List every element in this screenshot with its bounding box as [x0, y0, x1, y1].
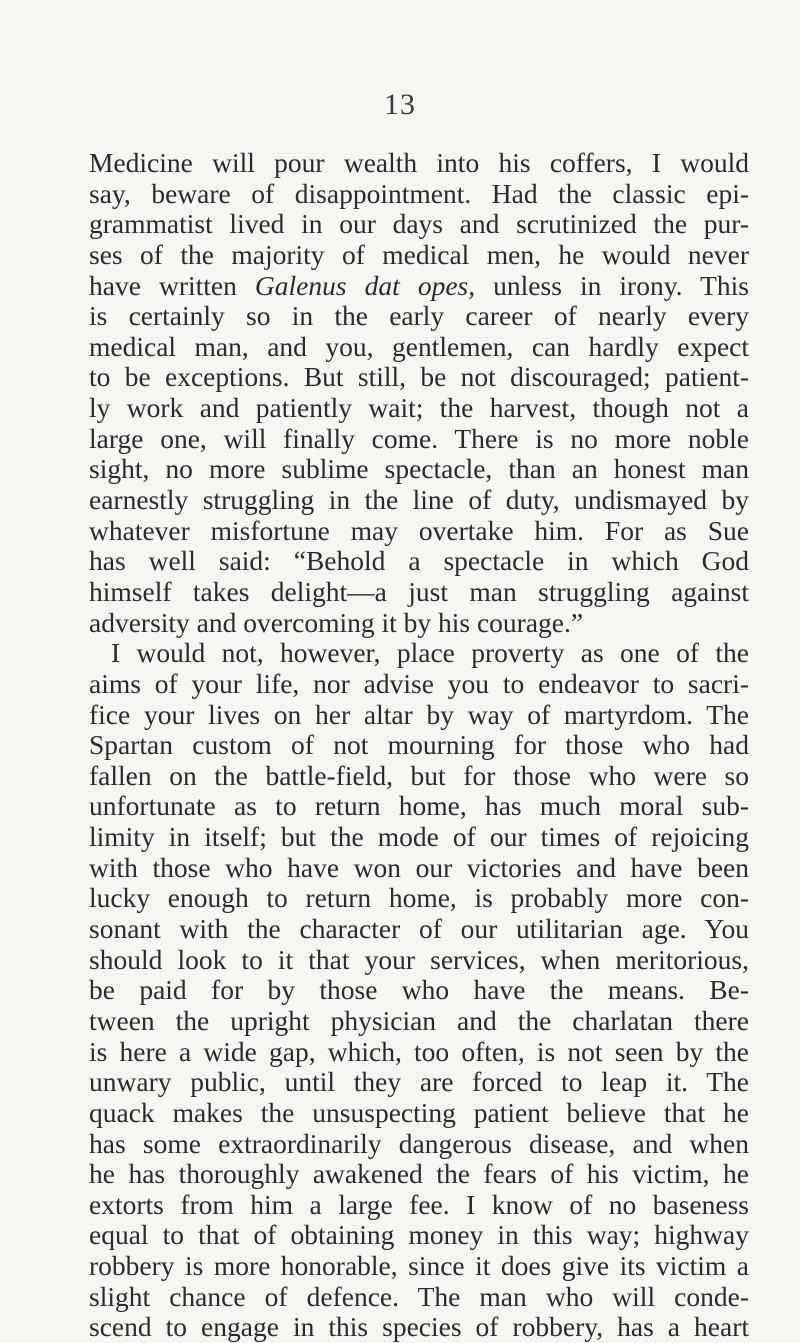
text-line: should look to it that your services, when meritorious,	[89, 943, 749, 975]
text-line: Spartan custom of not mourning for those who had	[89, 729, 749, 761]
latin-phrase: Galenus dat opes,	[254, 269, 476, 301]
text-line: has well said: “Behold a spectacle in which God	[89, 545, 749, 577]
text-line: equal to that of obtaining money in this way; highway	[89, 1219, 749, 1251]
text-line: with those who have won our victories and have been	[89, 851, 749, 883]
text-line: lucky enough to return home, is probably more con-	[89, 882, 749, 914]
text-line	[89, 271, 749, 302]
text-line: earnestly struggling in the line of duty, undismayed by	[89, 484, 749, 516]
text-line: be paid for by those who have the means. Be-	[89, 974, 749, 1006]
text-line: tween the upright physician and the charlatan there	[89, 1004, 749, 1036]
text-line: ses of the majority of medical men, he would never	[89, 238, 749, 270]
text-line: extorts from him a large fee. I know of no baseness	[89, 1188, 749, 1220]
text-line: he has thoroughly awakened the fears of his victim, he	[89, 1158, 749, 1190]
text-line: medical man, and you, gentlemen, can hardly expect	[89, 330, 749, 362]
text-line: adversity and overcoming it by his courage.”	[89, 606, 584, 638]
text-line: to be exceptions. But still, be not discouraged; patient-	[89, 361, 749, 393]
text-segment: unless in irony. This	[475, 269, 749, 301]
text-line: ly work and patiently wait; the harvest, though not a	[89, 392, 749, 424]
text-line: is here a wide gap, which, too often, is not seen by the	[89, 1035, 749, 1067]
text-line: fallen on the battle-field, but for those who were so	[89, 759, 749, 791]
text-line: aims of your life, nor advise you to endeavor to sacri-	[89, 667, 749, 699]
text-line: Medicine will pour wealth into his coffers, I would	[89, 147, 749, 178]
page-number: 13	[384, 88, 416, 121]
text-line: sonant with the character of our utilitarian age. You	[89, 913, 749, 945]
text-line: I would not, however, place proverty as one of the	[111, 637, 749, 669]
text-line: large one, will finally come. There is no more noble	[89, 422, 749, 454]
text-line: robbery is more honorable, since it does give its victim a	[89, 1250, 749, 1282]
text-line: unfortunate as to return home, has much moral sub-	[89, 790, 749, 822]
text-line: quack makes the unsuspecting patient believe that he	[89, 1096, 749, 1128]
text-line: whatever misfortune may overtake him. For as Sue	[89, 514, 749, 546]
text-line: is certainly so in the early career of nearly every	[89, 300, 749, 332]
text-line: limity in itself; but the mode of our times of rejoicing	[89, 821, 749, 853]
text-line: unwary public, until they are forced to leap it. The	[89, 1066, 749, 1098]
text-line: slight chance of defence. The man who will conde-	[89, 1280, 749, 1312]
text-line: sight, no more sublime spectacle, than an honest man	[89, 453, 749, 485]
text-line: grammatist lived in our days and scrutinized the pur-	[89, 208, 749, 240]
text-line: has some extraordinarily dangerous disease, and when	[89, 1127, 749, 1159]
text-segment: have written	[89, 269, 255, 301]
text-line: say, beware of disappointment. Had the classic epi-	[89, 177, 749, 209]
text-line: fice your lives on her altar by way of martyrdom. The	[89, 698, 749, 730]
text-line: scend to engage in this species of robbery, has a heart	[89, 1311, 749, 1343]
text-line: himself takes delight—a just man struggling against	[89, 575, 749, 607]
body-text	[89, 148, 749, 1343]
